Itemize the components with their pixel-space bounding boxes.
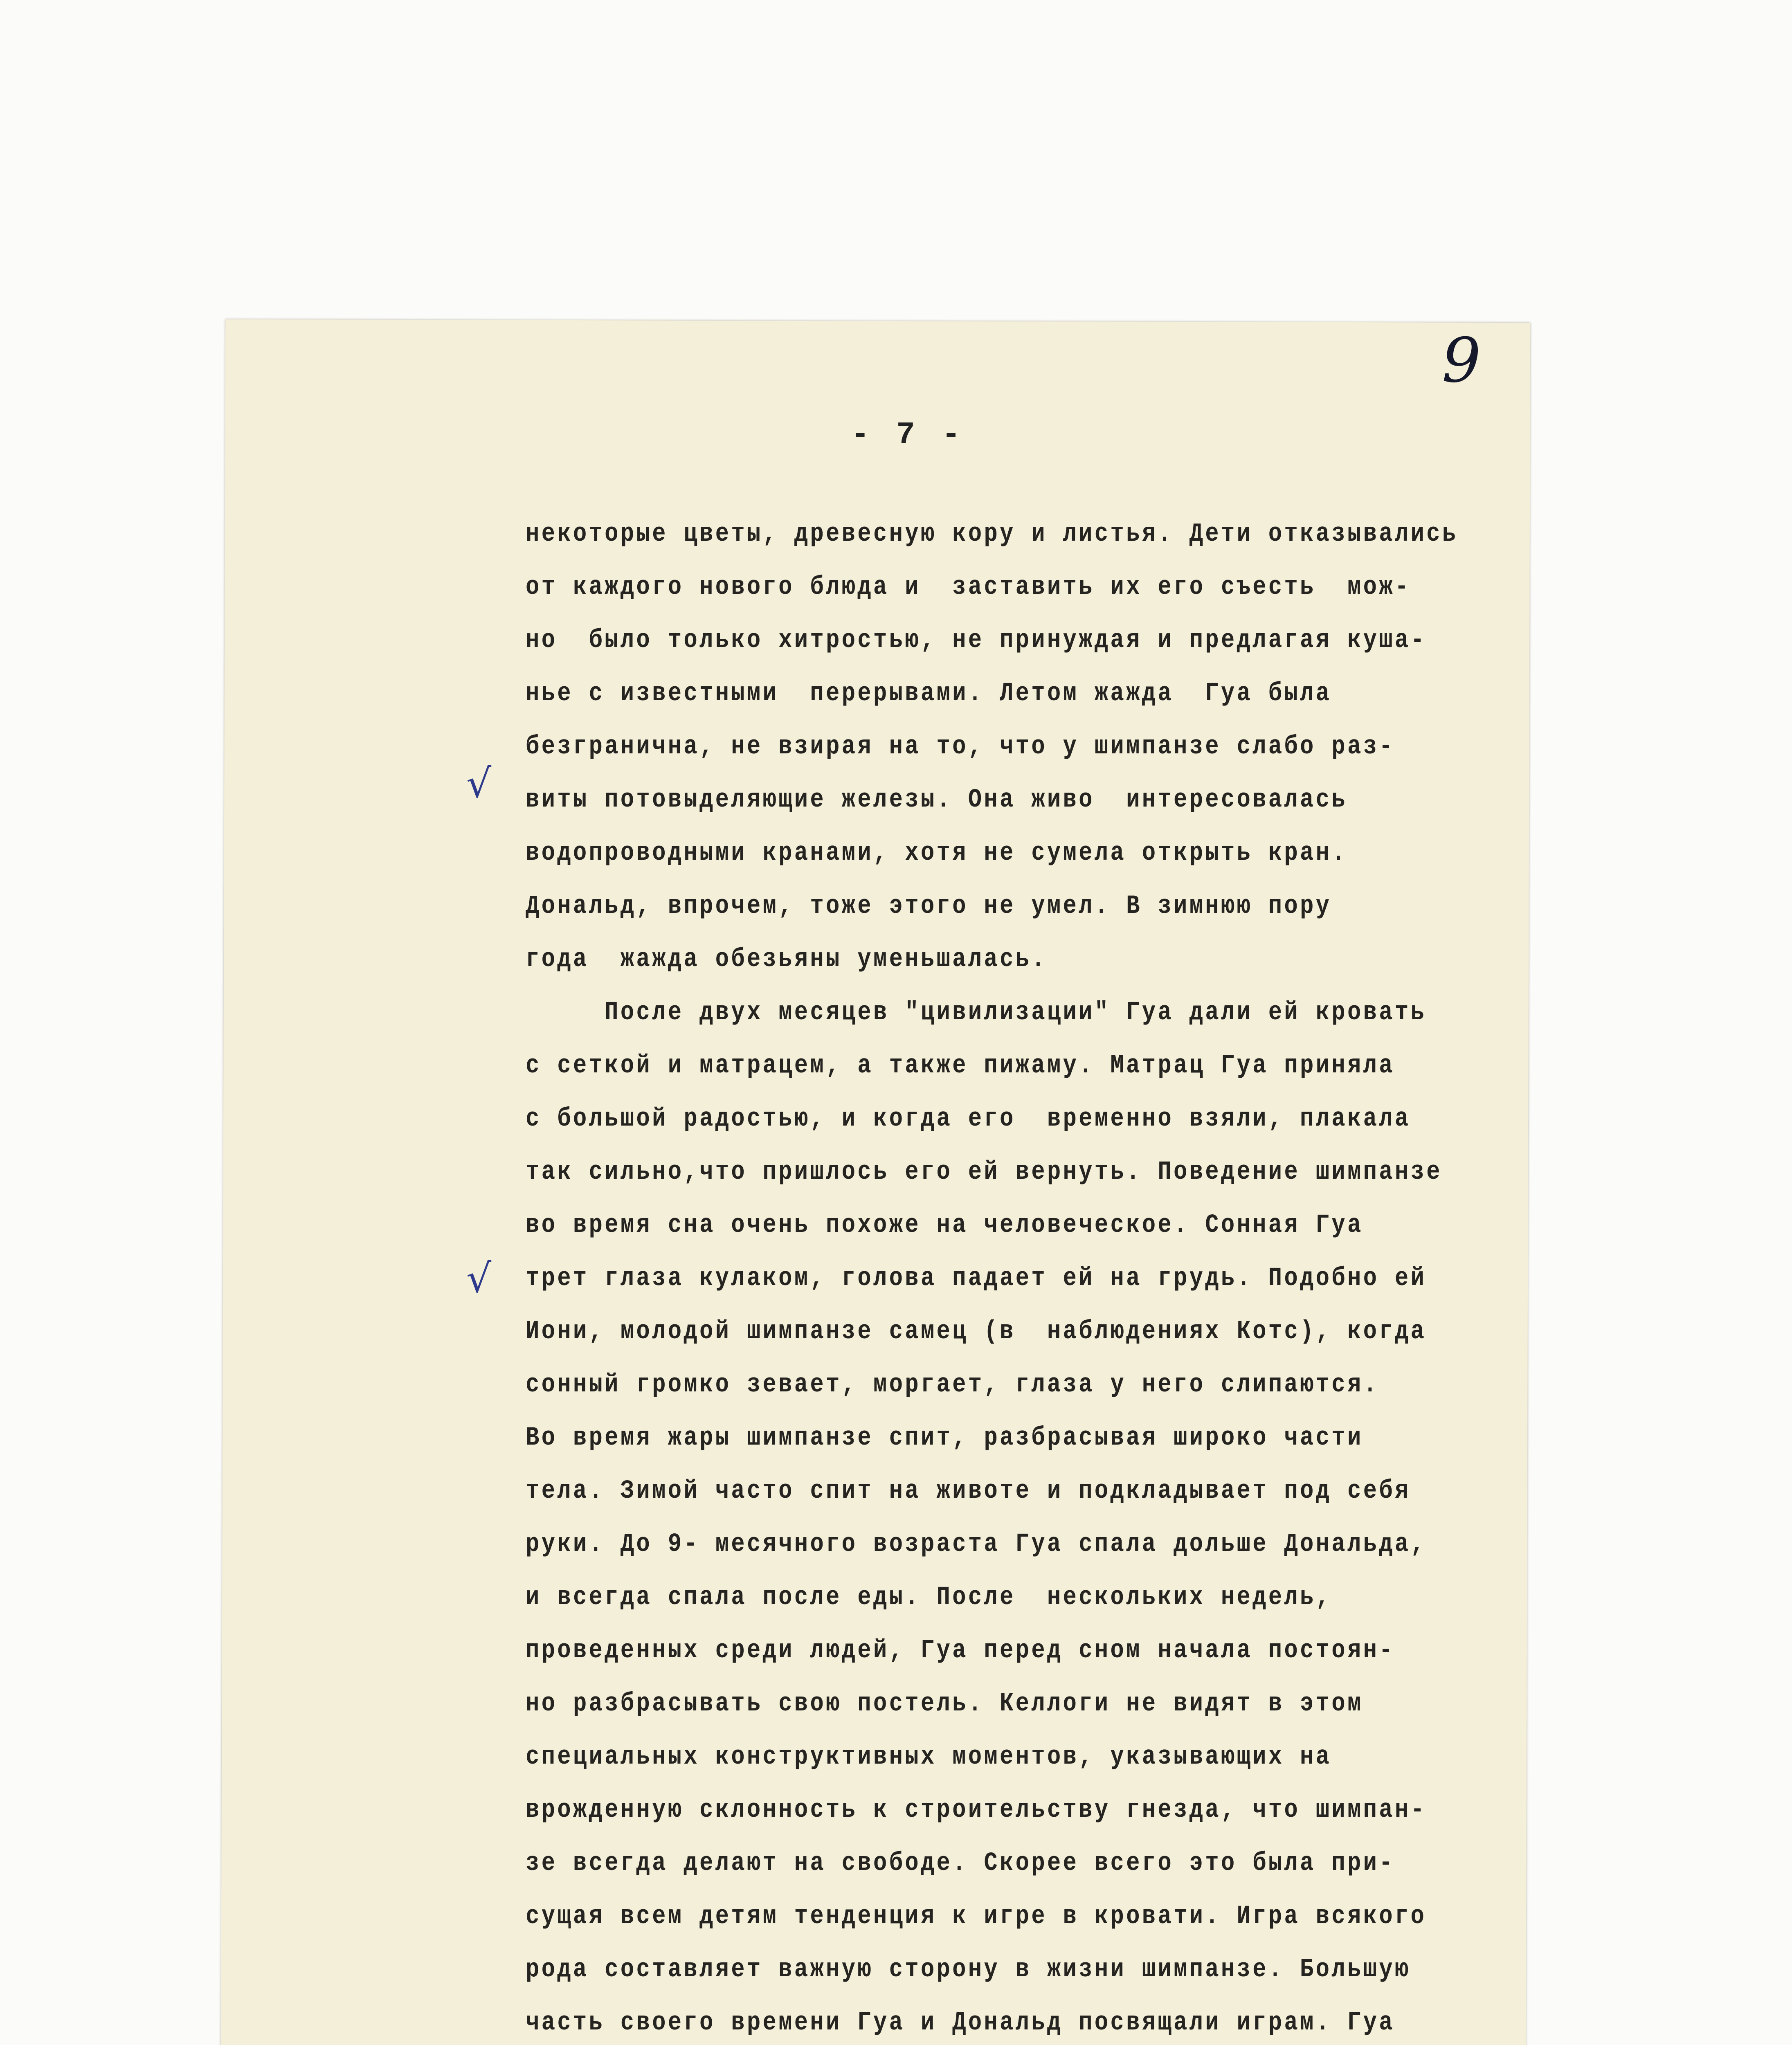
text-line: с большой радостью, и когда его временно взяли, плакала bbox=[526, 1104, 1411, 1134]
text-line: с сеткой и матрацем, а также пижаму. Матрац Гуа приняла bbox=[526, 1051, 1395, 1081]
text-line: врожденную склонность к строительству гнезда, что шимпан- bbox=[526, 1796, 1427, 1825]
text-line: года жажда обезьяны уменьшалась. bbox=[526, 945, 1047, 974]
text-line: сущая всем детям тенденция к игре в кровати. Игра всякого bbox=[526, 1902, 1427, 1931]
text-line: После двух месяцев "цивилизации" Гуа дали ей кровать bbox=[526, 998, 1427, 1027]
margin-check-mark: √ bbox=[466, 1256, 492, 1301]
text-line: нье с известными перерывами. Летом жажда Гуа была bbox=[526, 679, 1332, 708]
text-line: и всегда спала после еды. После нескольких недель, bbox=[526, 1583, 1332, 1612]
text-line: руки. До 9- месячного возраста Гуа спала дольше Дональда, bbox=[526, 1530, 1427, 1559]
text-line: так сильно,что пришлось его ей вернуть. Поведение шимпанзе bbox=[526, 1157, 1442, 1187]
text-line: тела. Зимой часто спит на животе и подкладывает под себя bbox=[526, 1476, 1411, 1506]
text-line: Дональд, впрочем, тоже этого не умел. В зимнюю пору bbox=[526, 892, 1332, 921]
text-line: проведенных среди людей, Гуа перед сном начала постоян- bbox=[526, 1636, 1395, 1665]
text-line: часть своего времени Гуа и Дональд посвящали играм. Гуа bbox=[526, 2008, 1395, 2038]
text-line: водопроводными кранами, хотя не сумела открыть кран. bbox=[526, 838, 1347, 868]
text-line: трет глаза кулаком, голова падает ей на грудь. Подобно ей bbox=[526, 1264, 1427, 1293]
text-line: но разбрасывать свою постель. Келлоги не видят в этом bbox=[526, 1689, 1363, 1719]
text-line: зе всегда делают на свободе. Скорее всего это была при- bbox=[526, 1849, 1395, 1878]
text-line: но было только хитростью, не принуждая и предлагая куша- bbox=[526, 626, 1427, 655]
text-line: некоторые цветы, древесную кору и листья. Дети отказывались bbox=[526, 519, 1458, 549]
page-number: - 7 - bbox=[851, 417, 965, 452]
text-line: Иони, молодой шимпанзе самец (в наблюдениях Котс), когда bbox=[526, 1317, 1427, 1346]
sheet-number: 9 bbox=[1442, 325, 1481, 396]
text-line: Во время жары шимпанзе спит, разбрасывая широко части bbox=[526, 1423, 1363, 1453]
text-line: безгранична, не взирая на то, что у шимпанзе слабо раз- bbox=[526, 732, 1395, 762]
text-line: сонный громко зевает, моргает, глаза у него слипаются. bbox=[526, 1370, 1379, 1400]
margin-check-mark: √ bbox=[466, 761, 492, 807]
text-line: специальных конструктивных моментов, указывающих на bbox=[526, 1742, 1332, 1772]
text-line: от каждого нового блюда и заставить их его съесть мож- bbox=[526, 573, 1411, 602]
text-line: виты потовыделяющие железы. Она живо интересовалась bbox=[526, 785, 1347, 815]
text-line: во время сна очень похоже на человеческое. Сонная Гуа bbox=[526, 1211, 1363, 1240]
text-line: рода составляет важную сторону в жизни шимпанзе. Большую bbox=[526, 1955, 1411, 1984]
